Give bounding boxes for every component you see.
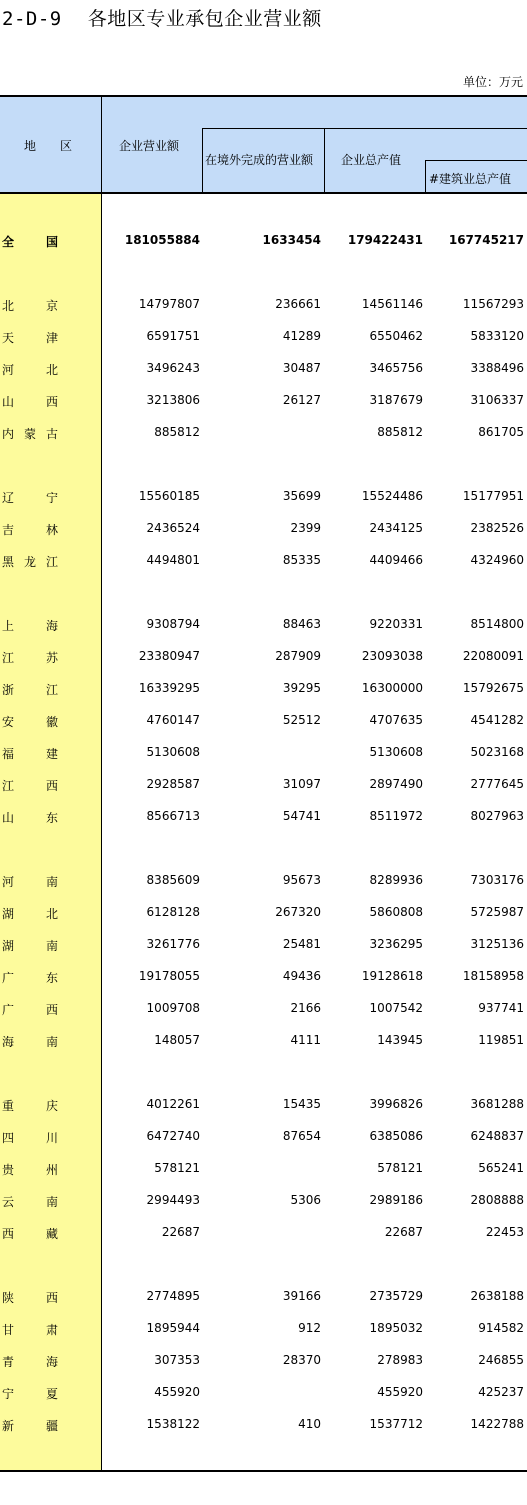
table-row xyxy=(0,361,527,381)
cell-overseas: 41289 xyxy=(282,329,321,343)
cell-revenue: 148057 xyxy=(154,1033,200,1047)
header-split-line xyxy=(202,128,527,129)
cell-revenue: 307353 xyxy=(154,1353,200,1367)
region-name: 全 国 xyxy=(2,235,58,249)
region-name: 贵 州 xyxy=(2,1163,58,1177)
region-name: 广 东 xyxy=(2,971,58,985)
col-divider-overseas xyxy=(202,128,203,192)
region-name: 江 西 xyxy=(2,779,58,793)
table-row-total xyxy=(0,233,527,253)
cell-output: 8511972 xyxy=(369,809,423,823)
table-row xyxy=(0,1033,527,1053)
cell-construction: 4541282 xyxy=(470,713,524,727)
table-row xyxy=(0,937,527,957)
table-row xyxy=(0,1001,527,1021)
cell-construction: 565241 xyxy=(478,1161,524,1175)
bottom-rule xyxy=(0,1470,527,1472)
cell-construction: 4324960 xyxy=(470,553,524,567)
cell-construction: 5023168 xyxy=(470,745,524,759)
region-name: 山 东 xyxy=(2,811,58,825)
cell-output: 179422431 xyxy=(347,233,423,247)
table-row xyxy=(0,809,527,829)
cell-overseas: 267320 xyxy=(275,905,321,919)
region-name: 河 北 xyxy=(2,363,58,377)
cell-construction: 6248837 xyxy=(470,1129,524,1143)
table-row xyxy=(0,777,527,797)
cell-construction: 246855 xyxy=(478,1353,524,1367)
region-name: 湖 南 xyxy=(2,939,58,953)
region-name: 上 海 xyxy=(2,619,58,633)
cell-overseas: 410 xyxy=(298,1417,321,1431)
unit-label: 单位：万元 xyxy=(462,75,523,89)
cell-revenue: 578121 xyxy=(154,1161,200,1175)
cell-construction: 3106337 xyxy=(470,393,524,407)
cell-output: 5130608 xyxy=(369,745,423,759)
cell-overseas: 39295 xyxy=(282,681,321,695)
region-name: 新 疆 xyxy=(2,1419,58,1433)
cell-revenue: 455920 xyxy=(154,1385,200,1399)
table-row xyxy=(0,297,527,317)
cell-revenue: 3261776 xyxy=(146,937,200,951)
cell-output: 22687 xyxy=(384,1225,423,1239)
cell-construction: 5725987 xyxy=(470,905,524,919)
cell-construction: 3681288 xyxy=(470,1097,524,1111)
cell-revenue: 2436524 xyxy=(146,521,200,535)
cell-overseas: 28370 xyxy=(282,1353,321,1367)
cell-overseas: 88463 xyxy=(282,617,321,631)
cell-construction: 914582 xyxy=(478,1321,524,1335)
cell-output: 2434125 xyxy=(369,521,423,535)
cell-construction: 1422788 xyxy=(470,1417,524,1431)
table-row xyxy=(0,1321,527,1341)
region-name: 云 南 xyxy=(2,1195,58,1209)
cell-construction: 7303176 xyxy=(470,873,524,887)
cell-output: 8289936 xyxy=(369,873,423,887)
table-row xyxy=(0,1097,527,1117)
header-sub-line xyxy=(425,160,527,161)
cell-construction: 15792675 xyxy=(462,681,524,695)
cell-overseas: 2166 xyxy=(290,1001,321,1015)
cell-construction: 2382526 xyxy=(470,521,524,535)
cell-output: 3236295 xyxy=(369,937,423,951)
table-row xyxy=(0,329,527,349)
cell-overseas: 49436 xyxy=(282,969,321,983)
region-name: 湖 北 xyxy=(2,907,58,921)
region-name: 安 徽 xyxy=(2,715,58,729)
table-row xyxy=(0,1417,527,1437)
cell-overseas: 52512 xyxy=(282,713,321,727)
table-row xyxy=(0,489,527,509)
table-row xyxy=(0,553,527,573)
cell-revenue: 6128128 xyxy=(146,905,200,919)
cell-revenue: 14797807 xyxy=(138,297,200,311)
region-column-band xyxy=(0,194,101,1470)
region-name: 黑 龙 江 xyxy=(2,555,58,569)
cell-output: 455920 xyxy=(377,1385,423,1399)
cell-overseas: 2399 xyxy=(290,521,321,535)
table-row xyxy=(0,1193,527,1213)
cell-revenue: 4760147 xyxy=(146,713,200,727)
table-row xyxy=(0,745,527,765)
cell-revenue: 9308794 xyxy=(146,617,200,631)
cell-overseas: 85335 xyxy=(282,553,321,567)
region-name: 江 苏 xyxy=(2,651,58,665)
table-row xyxy=(0,905,527,925)
cell-overseas: 87654 xyxy=(282,1129,321,1143)
table-row xyxy=(0,1289,527,1309)
header-bottom-rule xyxy=(0,192,527,194)
cell-revenue: 2928587 xyxy=(146,777,200,791)
table-row xyxy=(0,873,527,893)
cell-output: 1895032 xyxy=(369,1321,423,1335)
region-name: 陕 西 xyxy=(2,1291,58,1305)
table-row xyxy=(0,1129,527,1149)
region-name: 甘 肃 xyxy=(2,1323,58,1337)
region-name: 福 建 xyxy=(2,747,58,761)
header-construction: #建筑业总产值 xyxy=(429,172,512,186)
table-row xyxy=(0,649,527,669)
col-divider-output xyxy=(324,128,325,192)
cell-revenue: 6472740 xyxy=(146,1129,200,1143)
top-rule xyxy=(0,95,527,97)
cell-revenue: 3496243 xyxy=(146,361,200,375)
cell-revenue: 16339295 xyxy=(138,681,200,695)
cell-revenue: 4494801 xyxy=(146,553,200,567)
cell-output: 23093038 xyxy=(361,649,423,663)
region-name: 山 西 xyxy=(2,395,58,409)
cell-construction: 2638188 xyxy=(470,1289,524,1303)
cell-output: 3187679 xyxy=(369,393,423,407)
cell-revenue: 181055884 xyxy=(124,233,200,247)
cell-revenue: 885812 xyxy=(154,425,200,439)
cell-revenue: 1538122 xyxy=(146,1417,200,1431)
cell-construction: 2777645 xyxy=(470,777,524,791)
cell-overseas: 26127 xyxy=(282,393,321,407)
cell-overseas: 31097 xyxy=(282,777,321,791)
cell-construction: 22080091 xyxy=(462,649,524,663)
cell-output: 2897490 xyxy=(369,777,423,791)
table-row xyxy=(0,521,527,541)
cell-output: 1537712 xyxy=(369,1417,423,1431)
table-code: 2-D-9 xyxy=(2,8,62,30)
cell-revenue: 19178055 xyxy=(138,969,200,983)
cell-output: 278983 xyxy=(377,1353,423,1367)
cell-revenue: 8566713 xyxy=(146,809,200,823)
cell-revenue: 3213806 xyxy=(146,393,200,407)
cell-revenue: 1009708 xyxy=(146,1001,200,1015)
cell-output: 143945 xyxy=(377,1033,423,1047)
cell-construction: 167745217 xyxy=(448,233,524,247)
cell-overseas: 54741 xyxy=(282,809,321,823)
table-row xyxy=(0,1161,527,1181)
cell-revenue: 15560185 xyxy=(138,489,200,503)
table-row xyxy=(0,1385,527,1405)
table-title: 各地区专业承包企业营业额 xyxy=(87,8,322,30)
header-overseas: 在境外完成的营业额 xyxy=(205,153,314,167)
region-name: 北 京 xyxy=(2,299,58,313)
table-row xyxy=(0,1225,527,1245)
region-name: 四 川 xyxy=(2,1131,58,1145)
cell-revenue: 22687 xyxy=(161,1225,200,1239)
cell-overseas: 39166 xyxy=(282,1289,321,1303)
table-row xyxy=(0,1353,527,1373)
region-name: 重 庆 xyxy=(2,1099,58,1113)
region-name: 海 南 xyxy=(2,1035,58,1049)
cell-output: 578121 xyxy=(377,1161,423,1175)
cell-revenue: 2994493 xyxy=(146,1193,200,1207)
table-row xyxy=(0,969,527,989)
cell-revenue: 5130608 xyxy=(146,745,200,759)
cell-overseas: 35699 xyxy=(282,489,321,503)
cell-output: 4409466 xyxy=(369,553,423,567)
cell-construction: 425237 xyxy=(478,1385,524,1399)
cell-output: 2989186 xyxy=(369,1193,423,1207)
cell-construction: 11567293 xyxy=(462,297,524,311)
region-name: 宁 夏 xyxy=(2,1387,58,1401)
cell-output: 16300000 xyxy=(361,681,423,695)
cell-construction: 8514800 xyxy=(470,617,524,631)
header-output: 企业总产值 xyxy=(341,153,402,167)
cell-construction: 22453 xyxy=(485,1225,524,1239)
cell-output: 5860808 xyxy=(369,905,423,919)
region-name: 浙 江 xyxy=(2,683,58,697)
cell-revenue: 23380947 xyxy=(138,649,200,663)
cell-output: 19128618 xyxy=(361,969,423,983)
region-name: 内 蒙 古 xyxy=(2,427,58,441)
table-row xyxy=(0,617,527,637)
cell-overseas: 4111 xyxy=(290,1033,321,1047)
header-region: 地 区 xyxy=(24,139,73,153)
header-revenue: 企业营业额 xyxy=(119,139,180,153)
cell-overseas: 912 xyxy=(298,1321,321,1335)
page-title xyxy=(2,4,322,31)
cell-output: 4707635 xyxy=(369,713,423,727)
cell-construction: 18158958 xyxy=(462,969,524,983)
cell-output: 1007542 xyxy=(369,1001,423,1015)
cell-output: 2735729 xyxy=(369,1289,423,1303)
region-name: 天 津 xyxy=(2,331,58,345)
cell-construction: 2808888 xyxy=(470,1193,524,1207)
cell-revenue: 8385609 xyxy=(146,873,200,887)
region-name: 河 南 xyxy=(2,875,58,889)
cell-output: 885812 xyxy=(377,425,423,439)
cell-output: 9220331 xyxy=(369,617,423,631)
cell-overseas: 25481 xyxy=(282,937,321,951)
cell-overseas: 287909 xyxy=(275,649,321,663)
cell-construction: 8027963 xyxy=(470,809,524,823)
cell-output: 6550462 xyxy=(369,329,423,343)
cell-overseas: 5306 xyxy=(290,1193,321,1207)
table-row xyxy=(0,393,527,413)
cell-construction: 119851 xyxy=(478,1033,524,1047)
region-name: 广 西 xyxy=(2,1003,58,1017)
cell-construction: 15177951 xyxy=(462,489,524,503)
cell-output: 14561146 xyxy=(361,297,423,311)
cell-output: 3996826 xyxy=(369,1097,423,1111)
cell-construction: 3125136 xyxy=(470,937,524,951)
cell-overseas: 95673 xyxy=(282,873,321,887)
col-divider-construction xyxy=(425,160,426,192)
cell-overseas: 30487 xyxy=(282,361,321,375)
table-row xyxy=(0,713,527,733)
cell-construction: 3388496 xyxy=(470,361,524,375)
cell-output: 15524486 xyxy=(361,489,423,503)
region-name: 吉 林 xyxy=(2,523,58,537)
cell-construction: 937741 xyxy=(478,1001,524,1015)
cell-overseas: 236661 xyxy=(275,297,321,311)
cell-revenue: 2774895 xyxy=(146,1289,200,1303)
cell-revenue: 4012261 xyxy=(146,1097,200,1111)
region-name: 青 海 xyxy=(2,1355,58,1369)
region-name: 西 藏 xyxy=(2,1227,58,1241)
cell-construction: 5833120 xyxy=(470,329,524,343)
cell-output: 6385086 xyxy=(369,1129,423,1143)
cell-construction: 861705 xyxy=(478,425,524,439)
region-name: 辽 宁 xyxy=(2,491,58,505)
cell-revenue: 6591751 xyxy=(146,329,200,343)
table-row xyxy=(0,681,527,701)
cell-revenue: 1895944 xyxy=(146,1321,200,1335)
table-row xyxy=(0,425,527,445)
cell-overseas: 1633454 xyxy=(262,233,321,247)
cell-output: 3465756 xyxy=(369,361,423,375)
cell-overseas: 15435 xyxy=(282,1097,321,1111)
